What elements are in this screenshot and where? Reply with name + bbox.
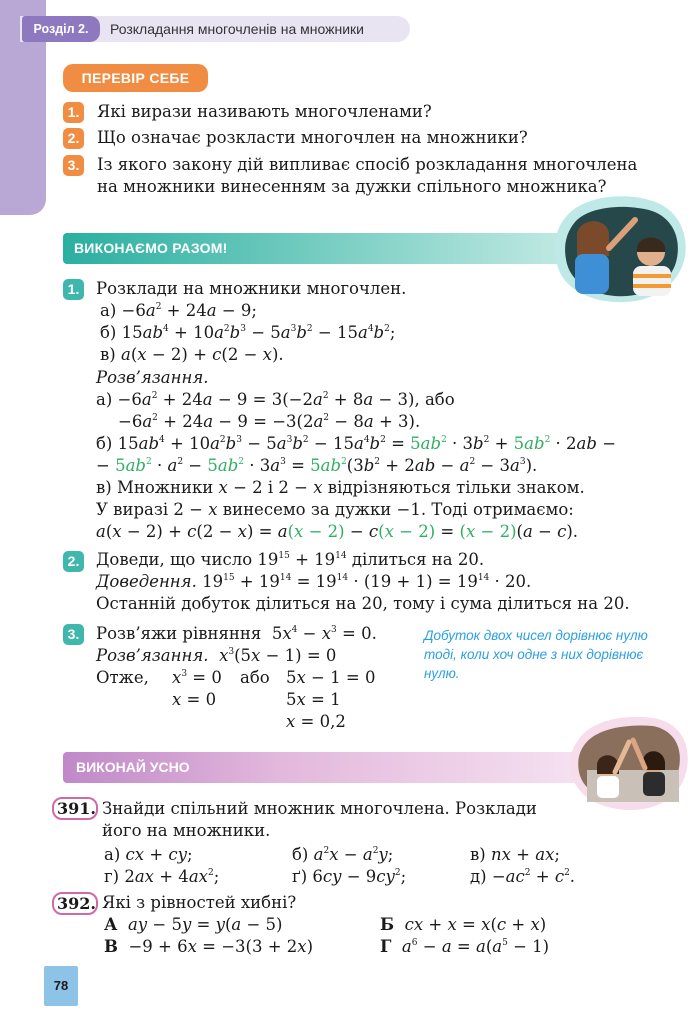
task-392-option: Б cx + x = x(c + x) (380, 915, 547, 934)
solution-c-text: в) Множники (96, 478, 219, 497)
question-number: 1. (63, 102, 84, 123)
example-number: 3. (63, 624, 84, 645)
question-text: Із якого закону дій випливає спосіб розкладання многочлена (97, 155, 638, 174)
task-392-option: Г $a^6 - a = a(a^5 - 1)$ (380, 937, 550, 956)
task-number-391: 391. (52, 797, 98, 820)
oral-title: ВИКОНАЙ УСНО (76, 759, 190, 775)
task-392-option: А ay − 5y = y(a − 5) (104, 915, 283, 934)
equation: 5x = 1 (286, 690, 341, 709)
proof-label: Доведення. (96, 572, 197, 591)
solution-line: Розв’язання. $x^3(5x - 1) = 0$ (96, 646, 337, 665)
label-a: а) −6 (100, 301, 146, 320)
solution-label: Розв’язання. (96, 646, 209, 665)
task-392-option: В −9 + 6x = −3(3 + 2x) (104, 937, 314, 956)
question-text: Які вирази називають многочленами? (97, 102, 432, 121)
or-word: або (240, 668, 270, 687)
equation: x = 0 (172, 690, 217, 709)
task-391-item: ґ) $6cy - 9cy^2$; (292, 867, 407, 886)
task-text: Розв’яжи рівняння (96, 624, 262, 643)
equation: 5x − 1 = 0 (286, 668, 376, 687)
label-c: в) (100, 345, 121, 364)
task-391-text: його на множники. (102, 821, 271, 840)
check-yourself-title: ПЕРЕВІР СЕБЕ (63, 64, 208, 92)
solution-c-line3: a(x − 2) + c(2 − x) = a(x − 2) − c(x − 2) = (x − 2)(a − c). (96, 522, 579, 541)
expression-b: б) $15ab^4 + 10a^2b^3 - 5a^3b^2 - 15a^4b^2$; (100, 323, 396, 342)
solution-b-line1: б) $15ab^4 + 10a^2b^3 - 5a^3b^2 - 15a^4b^2 = 5ab^2 \cdot 3b^2 + 5ab^2 \cdot 2ab$ − (96, 434, 617, 453)
or-word: або (424, 390, 455, 409)
task-391-text: Знайди спільний множник многочлена. Розклади (102, 799, 537, 818)
page-number: 78 (44, 966, 78, 1006)
question-text: Що означає розкласти многочлен на множники? (97, 128, 528, 147)
task-number-392: 392. (52, 892, 98, 915)
equation: x = 0,2 (286, 712, 346, 731)
classroom-photo (553, 190, 691, 305)
solution-c-line1: в) Множники x − 2 і 2 − x відрізняються тільки знаком. (96, 478, 585, 497)
therefore-word: Отже, (96, 668, 149, 687)
task-391-item: б) $a^2x - a^2y$; (292, 845, 394, 864)
task-391-item: г) $2ax + 4ax^2$; (104, 867, 220, 886)
question-number: 3. (63, 155, 84, 176)
solution-a-line1: $а) -6a^2 + 24a - 9 = 3(-2a^2 + 8a - 3)$, або (96, 390, 455, 409)
question-number: 2. (63, 128, 84, 149)
task-391-item: $д) -ac^2 + c^2$. (470, 867, 576, 886)
task-392-text: Які з рівностей хибні? (102, 893, 297, 912)
question-text: на множники винесенням за дужки спільного множника? (97, 177, 607, 196)
task-391-item: в) nx + ax; (470, 845, 560, 864)
example-task: Розв’яжи рівняння $5x^4 - x^3 = 0$. (96, 624, 377, 643)
chapter-title: Розкладання многочленів на множники (110, 21, 364, 37)
high-five-photo (567, 712, 691, 812)
together-title: ВИКОНАЄМО РАЗОМ! (74, 240, 228, 256)
section-tag: Розділ 2. (22, 16, 100, 42)
solution-a-line2: $-6a^2 + 24a - 9 = -3(2a^2 - 8a + 3)$. (118, 412, 421, 431)
and-word: і (267, 478, 274, 497)
solution-c-line2: У виразі 2 − x винесемо за дужки −1. Тоді отримаємо: (96, 500, 574, 519)
equation: $x^3 = 0$ (172, 668, 222, 687)
example-task: Доведи, що число $19^{15} + 19^{14}$ ділиться на 20. (96, 550, 485, 569)
label-b: б) 15 (100, 323, 143, 342)
example-number: 1. (63, 279, 84, 300)
example-task: Розклади на множники многочлен. (96, 279, 407, 298)
solution-c-text: винесемо за дужки −1. Тоді отримаємо: (217, 500, 574, 519)
solution-c-text: У виразі (96, 500, 174, 519)
proof-line: Доведення. $19^{15} + 19^{14} = 19^{14} \cdot (19 + 1) = 19^{14} \cdot 20$. (96, 572, 532, 591)
solution-c-text: відрізняються тільки знаком. (322, 478, 585, 497)
solution-label: Розв’язання. (96, 368, 209, 387)
proof-conclusion: Останній добуток ділиться на 20, тому і сума ділиться на 20. (96, 594, 630, 613)
task-text: ділиться на 20. (346, 550, 485, 569)
example-number: 2. (63, 551, 84, 572)
hint-note: Добуток двох чисел дорівнює нулю тоді, коли хоч одне з них дорівнює нулю. (424, 628, 648, 681)
task-text: Доведи, що число 19 (96, 550, 279, 569)
expression-c: в) a(x − 2) + c(2 − x). (100, 345, 284, 364)
solution-b-line2: − $5ab^2 \cdot a^2 - 5ab^2 \cdot 3a^3 = 5ab^2(3b^2 + 2ab - a^2 - 3a^3)$. (96, 456, 538, 475)
task-391-item: а) cx + cy; (104, 845, 193, 864)
expression-a: $а) -6a^2 + 24a - 9$; (100, 301, 257, 320)
